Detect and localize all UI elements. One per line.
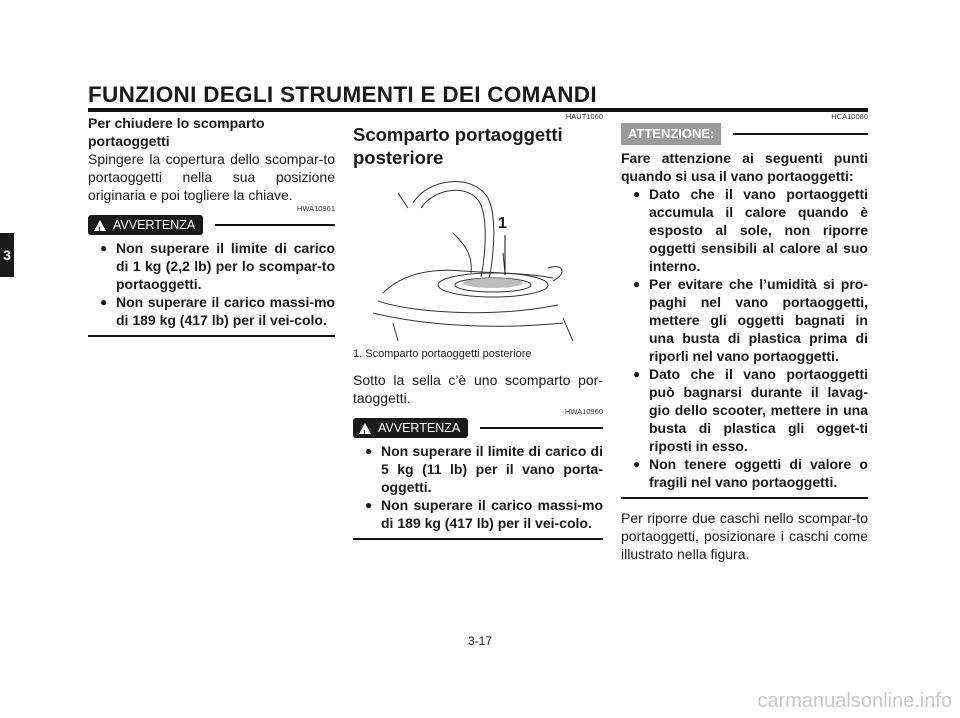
subheading: Per chiudere lo scomparto portaoggetti — [88, 115, 265, 149]
warning-end-rule — [353, 538, 603, 540]
body-text: Sotto la sella c’è uno scomparto por-taoggetti. — [353, 372, 603, 406]
warning-triangle-icon — [359, 423, 371, 434]
list-item: ● Per evitare che l’umidità si pro-paghi nel vano portaoggetti, mettere gli oggetti bagnati in una busta di plastica prima di riporli nel vano portaoggetti. — [633, 275, 868, 365]
list-item: ● Non superare il carico massi-mo di 189 kg (417 lb) per il vei-colo. — [100, 293, 335, 329]
warning-badge — [88, 215, 203, 235]
caution-label: ATTENZIONE: — [621, 123, 721, 145]
badge-rule — [480, 427, 603, 429]
badge-rule — [733, 133, 868, 135]
list-item: ● Dato che il vano portaoggetti accumula il calore quando è esposto al sole, non riporre oggetti sensibili al calore al suo interno. — [633, 185, 868, 275]
column-3 — [621, 112, 868, 563]
scooter-seat-figure — [353, 173, 603, 341]
warning-header — [353, 418, 603, 438]
warning-list — [88, 239, 335, 329]
scooter-storage-illustration — [353, 173, 603, 341]
warning-triangle-icon — [94, 220, 106, 231]
section-heading: Scomparto portaoggetti posteriore — [353, 124, 563, 168]
list-item: ● Non superare il limite di carico di 1 kg (2,2 lb) per lo scompar-to portaoggetti. — [100, 239, 335, 293]
warning-list — [353, 442, 603, 532]
warning-end-rule — [88, 335, 335, 337]
warning-badge — [353, 418, 468, 438]
warning-code: HWA10960 — [564, 407, 603, 416]
figure-caption: 1. Scomparto portaoggetti posteriore — [353, 348, 532, 360]
caution-end-rule — [621, 497, 868, 499]
caution-header — [621, 123, 868, 145]
chapter-tab: 3 — [0, 233, 14, 277]
page-header — [88, 82, 868, 108]
warning-header — [88, 215, 335, 235]
badge-rule — [215, 224, 335, 226]
column-2 — [353, 112, 603, 540]
figure-callout: 1 — [498, 215, 507, 232]
list-item: ● Non superare il carico massi-mo di 189 kg (417 lb) per il vei-colo. — [365, 496, 603, 532]
page-number: 3-17 — [467, 634, 493, 648]
caution-intro: Fare attenzione ai seguenti punti quando si usa il vano portaoggetti: — [621, 150, 868, 184]
section-code: HAUT1060 — [565, 112, 603, 121]
warning-label: AVVERTENZA — [113, 218, 196, 232]
warning-code: HWA10961 — [296, 204, 335, 213]
list-item: ● Non superare il limite di carico di 5 kg (11 lb) per il vano porta-oggetti. — [365, 442, 603, 496]
column-1 — [88, 112, 335, 337]
warning-label: AVVERTENZA — [378, 421, 461, 435]
caution-code: HCA10080 — [831, 112, 868, 121]
list-item: ● Dato che il vano portaoggetti può bagnarsi durante il lavag-gio dello scooter, mettere in una busta di plastica gli ogget-ti riposti in esso. — [633, 365, 868, 455]
body-text: Spingere la copertura dello scompar-to portaoggetti nella sua posizione originaria e poi togliere la chiave. — [88, 151, 335, 203]
watermark: carmanualsonline.info — [757, 690, 952, 712]
list-item: ● Non tenere oggetti di valore o fragili nel vano portaoggetti. — [633, 455, 868, 491]
caution-list — [621, 185, 868, 491]
body-text: Per riporre due caschi nello scompar-to portaoggetti, posizionare i caschi come illustrato nella figura. — [621, 509, 868, 562]
page-title: FUNZIONI DEGLI STRUMENTI E DEI COMANDI — [88, 82, 597, 107]
